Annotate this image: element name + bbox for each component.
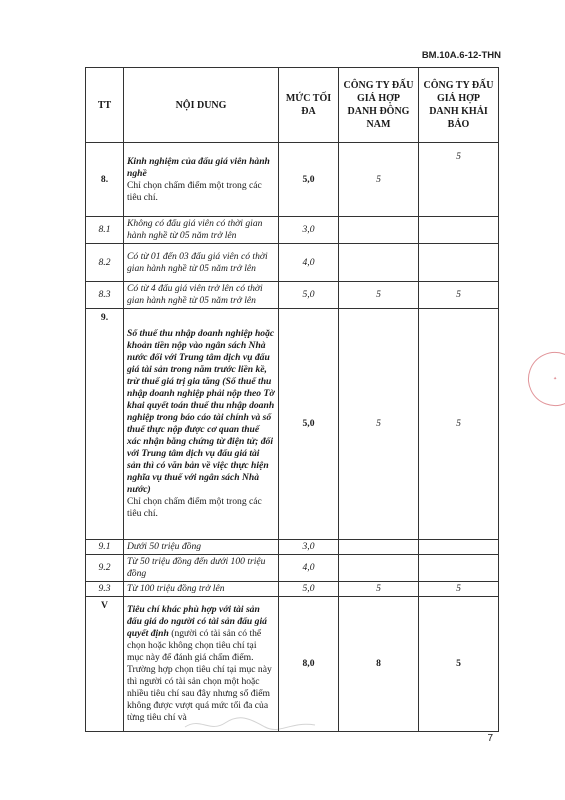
row-title: Kinh nghiệm của đấu giá viên hành nghề [127,155,270,179]
row-tt: 8.1 [86,217,124,244]
row-tt: 9.3 [86,582,124,597]
row-tt: 8.2 [86,244,124,282]
table-row [86,309,499,540]
row-score-khai-bao [419,555,499,582]
row-content [124,143,279,217]
row-tt: 9. [86,309,124,540]
row-max-score: 5,0 [279,143,339,217]
page-number: 7 [487,733,493,744]
table-row [86,244,499,282]
row-content: Không có đấu giá viên có thời gian hành nghề từ 05 năm trở lên [124,217,279,244]
document-code: BM.10A.6-12-THN [421,50,501,61]
row-score-khai-bao: 5 [419,597,499,732]
row-content: Dưới 50 triệu đồng [124,540,279,555]
row-score-khai-bao: 5 [419,309,499,540]
row-content: Từ 100 triệu đồng trở lên [124,582,279,597]
table-row [86,217,499,244]
faint-signature [180,713,320,735]
row-max-score: 3,0 [279,540,339,555]
row-score-khai-bao: 5 [419,282,499,309]
row-max-score: 4,0 [279,555,339,582]
row-content [124,597,279,732]
table-row [86,540,499,555]
row-note: Chỉ chọn chấm điểm một trong các tiêu chí. [127,179,262,203]
row-score-dong-nam [339,244,419,282]
header-company-dong-nam: CÔNG TY ĐẤU GIÁ HỢP DANH ĐÔNG NAM [339,68,419,143]
row-title: Tiêu chí khác phù hợp với tài sản đấu giá do người có tài sản đấu giá quyết định [127,604,267,639]
row-max-score: 5,0 [279,582,339,597]
row-title: Số thuế thu nhập doanh nghiệp hoặc khoản tiền nộp vào ngân sách Nhà nước đối với Trung tâm dịch vụ đấu giá tài sản trong năm trước liền kề, trừ thuế giá trị gia tăng (Số thuế thu nhập doanh nghiệp phải nộp theo Tờ khai quyết toán thuế thu nhập doanh nghiệp trong báo cáo tài chính và số thuế thực nộp được cơ quan thuế xác nhận bằng chứng từ điện tử; đối với Trung tâm dịch vụ đấu giá tài sản thì có văn bản về việc thực hiện nghĩa vụ thuế với ngân sách Nhà nước) [127,328,275,495]
row-score-dong-nam: 5 [339,143,419,217]
row-max-score: 5,0 [279,282,339,309]
row-tt: 8. [86,143,124,217]
row-max-score: 4,0 [279,244,339,282]
header-company-khai-bao: CÔNG TY ĐẤU GIÁ HỢP DANH KHẢI BẢO [419,68,499,143]
row-note: Chỉ chọn chấm điểm một trong các tiêu chí. [127,496,262,519]
table-row [86,143,499,217]
row-score-khai-bao: 5 [419,143,499,217]
row-score-dong-nam [339,555,419,582]
row-content: Có từ 4 đấu giá viên trở lên có thời gian hành nghề từ 05 năm trở lên [124,282,279,309]
row-score-dong-nam: 5 [339,582,419,597]
row-content: Có từ 01 đến 03 đấu giá viên có thời gian hành nghề từ 05 năm trở lên [124,244,279,282]
table-row [86,597,499,732]
table-header-row [86,68,499,143]
red-seal-stamp: ✦ [520,344,565,413]
row-score-khai-bao [419,244,499,282]
row-content: Từ 50 triệu đồng đến dưới 100 triệu đồng [124,555,279,582]
table-row [86,282,499,309]
row-score-dong-nam [339,217,419,244]
row-score-khai-bao: 5 [419,582,499,597]
header-content: NỘI DUNG [124,68,279,143]
row-tt: 8.3 [86,282,124,309]
row-max-score: 3,0 [279,217,339,244]
row-note: (người có tài sản có thể chọn hoặc không chọn tiêu chí tại mục này để đánh giá chấm điểm. Trường hợp chọn tiêu chí tại mục này thì người có tài sản chọn một hoặc nhiều tiêu chí sau đây nhưng số điểm không được vượt quá mức tối đa của từng tiêu chí và [127,628,272,723]
row-score-dong-nam: 5 [339,282,419,309]
header-tt: TT [86,68,124,143]
row-tt: V [86,597,124,732]
row-score-khai-bao [419,217,499,244]
row-score-dong-nam: 8 [339,597,419,732]
scoring-table [85,67,499,732]
table-row [86,582,499,597]
row-score-khai-bao [419,540,499,555]
row-max-score: 8,0 [279,597,339,732]
row-score-dong-nam [339,540,419,555]
table-row [86,555,499,582]
row-tt: 9.1 [86,540,124,555]
header-max-score: MỨC TỐI ĐA [279,68,339,143]
row-content [124,309,279,540]
row-score-dong-nam: 5 [339,309,419,540]
row-max-score: 5,0 [279,309,339,540]
row-tt: 9.2 [86,555,124,582]
